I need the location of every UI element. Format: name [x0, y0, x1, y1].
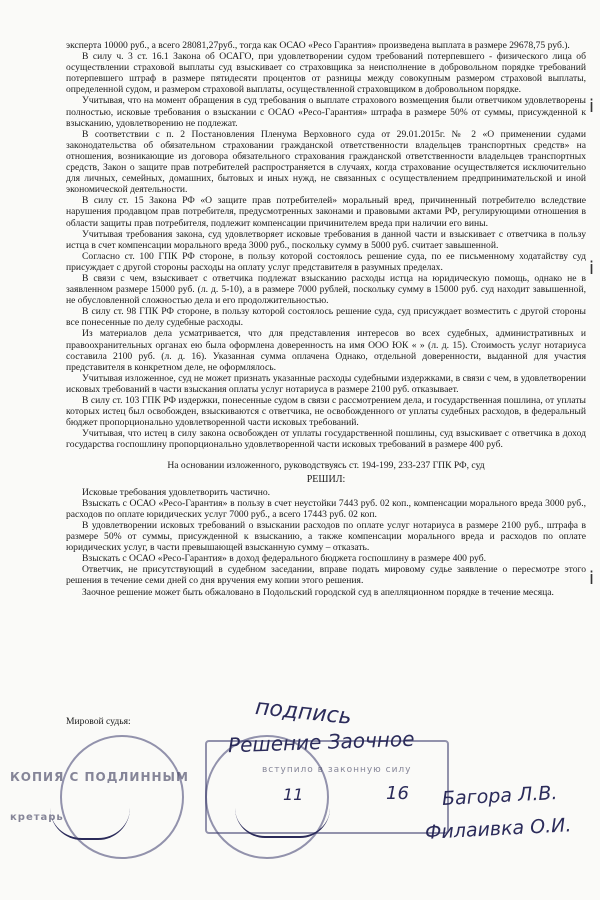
margin-mark-3: ⅰ	[588, 568, 594, 589]
motivation-paragraph: Учитывая, что на момент обращения в суд требования о выплате страхового возмещения были ответчиком удовлетворены полностью, исковые требования о взыскании с ОСАО «Ресо-Гарантия» штрафа в размере 50% от суммы, присужденной к взысканию, удовлетворению не подлежат.	[66, 95, 586, 129]
margin-mark-1: ⅰ	[588, 96, 594, 117]
document-body	[66, 40, 586, 598]
motivation-paragraph: Учитывая требования закона, суд удовлетворяет исковые требования в данной части и взыскивает с ответчика в пользу истца в счет компенсации морального вреда 3000 руб., поскольку сумму в 5000 руб. считает завышенной.	[66, 228, 586, 251]
motivation-paragraph: Согласно ст. 100 ГПК РФ стороне, в пользу которой состоялось решение суда, по ее письменному ходатайству суд присуждает с другой стороны расходы на оплату услуг представителя в разумных пределах.	[66, 250, 586, 273]
motivation-paragraph: В соответствии с п. 2 Постановления Пленума Верховного суда от 29.01.2015г. № 2 «О применении судами законодательства об обязательном страховании гражданской ответственности владельцев транспортных средств» на отношения, возникающие из договора обязательного страхования гражданской ответственности владельцев транспортных средств, Закон о защите прав потребителей распространяется в случаях, когда страхование осуществляется исключительно для личных, семейных, домашних, бытовых и иных нужд, не связанных с осуществлением предпринимательской и иной экономической деятельности.	[66, 128, 586, 196]
round-seal-left	[60, 735, 184, 859]
motivation-paragraph: В силу ч. 3 ст. 16.1 Закона об ОСАГО, при удовлетворении судом требований потерпевшего - физического лица об осуществлении страховой выплаты суд взыскивает со страховщика за неисполнение в добровольном порядке требований потерпевшего штраф в размере пятидесяти процентов от разницы между совокупным размером страховой выплаты, определенной судом, и размером страховой выплаты, осуществленной страховщиком в добровольном порядке.	[66, 51, 586, 96]
motivation-paragraph: Учитывая изложенное, суд не может признать указанные расходы судебными издержками, в связи с чем, в удовлетворении исковых требований в части взыскания оплаты услуг нотариуса в размере 2100 руб. отказывает.	[66, 372, 586, 395]
motivation-paragraph	[66, 450, 586, 460]
handwritten-date: 11	[283, 785, 304, 804]
margin-mark-2: ⅰ	[588, 258, 594, 279]
motivation-paragraph: Учитывая, что истец в силу закона освобожден от уплаты государственной пошлины, суд взыскивает с ответчика в доход государства госпошлину пропорционально удовлетворенной части исковых требований в размере 400 руб.	[66, 428, 586, 451]
motivation-paragraph: В связи с чем, взыскивает с ответчика подлежат взысканию расходы истца на юридическую помощь, однако не в заявленном размере 15000 руб. (л. д. 5-10), а в размере 7000 рублей, поскольку сумму в 15000 руб. суд находит завышенной, не обусловленной сложностью дела и его продолжительностью.	[66, 272, 586, 307]
motivation-paragraph: На основании изложенного, руководствуясь ст. 194-199, 233-237 ГПК РФ, суд	[167, 460, 485, 472]
resolution-paragraph: Ответчик, не присутствующий в судебном заседании, вправе подать мировому судье заявление о пересмотре этого решения в течение семи дней со дня вручения ему копии этого решения.	[66, 564, 586, 587]
motivation-paragraph: В силу ст. 103 ГПК РФ издержки, понесенные судом в связи с рассмотрением дела, и государственная пошлина, от уплаты которых истец был освобожден, взыскиваются с ответчика, не освобожденного от уплаты судебных расходов, в федеральный бюджет пропорционально удовлетворенной части исковых требований.	[66, 395, 586, 429]
handwritten-name-1: Багора Л.В.	[441, 781, 558, 811]
resolution-paragraph: В удовлетворении исковых требований о взыскании расходов по оплате услуг нотариуса в размере 2100 руб., штрафа в размере 50% от суммы, присужденной к взысканию, а также компенсации морального вреда и расходов по оплате юридических услуг, в части превышающей взысканную сумму – отказать.	[66, 519, 586, 554]
stamp-copy-label: КОПИЯ С ПОДЛИННЫМ	[10, 770, 189, 784]
handwritten-resolution: Решение Заочное	[227, 726, 415, 758]
motivation-section	[66, 40, 586, 472]
resolution-paragraph: Взыскать с ОСАО «Ресо-Гарантия» в пользу в счет неустойки 7443 руб. 02 коп., компенсации морального вреда 3000 руб., расходов по оплате юридических услуг 7000 руб., а всего 17443 руб. 02 коп.	[66, 497, 586, 520]
decision-title: РЕШИЛ:	[306, 473, 346, 485]
resolution-paragraph: Исковые требования удовлетворить частично.	[82, 486, 271, 498]
handwritten-year: 16	[386, 783, 409, 804]
motivation-paragraph: В силу ст. 15 Закона РФ «О защите прав потребителей» моральный вред, причиненный потребителю вследствие нарушения продавцом прав потребителя, предусмотренных законами и правовыми актами РФ, регулирующими отношения в области защиты прав потребителя, подлежит компенсации причинителем вреда при наличии его вины.	[66, 195, 586, 229]
stamp-force-label: вступило в законную силу	[262, 765, 412, 775]
motivation-paragraph: В силу ст. 98 ГПК РФ стороне, в пользу которой состоялось решение суда, суд присуждает возместить с другой стороны все понесенные по делу судебные расходы.	[66, 306, 586, 329]
stamp-secretary-label: кретарь	[10, 812, 64, 823]
resolution-paragraph: Взыскать с ОСАО «Ресо-Гарантия» в доход федерального бюджета госпошлину в размере 400 руб.	[82, 553, 486, 565]
resolution-section	[66, 487, 586, 598]
judge-signature-label: Мировой судья:	[66, 716, 131, 727]
handwritten-name-2: Филаивка О.И.	[424, 814, 572, 844]
handwritten-signature: подпись	[253, 695, 353, 730]
motivation-paragraph: Из материалов дела усматривается, что для представления интересов во всех судебных, административных и правоохранительных органах ею была оформлена доверенность на имя ООО ЮК « » (л. д. 15). Стоимость услуг нотариуса составила 2100 руб. (л. д. 16). Указанная сумма оплачена Однако, отдельной доверенности, выданной для участия представителя в конкретном деле, не оформлялось.	[66, 328, 586, 373]
resolution-paragraph: Заочное решение может быть обжаловано в Подольский городской суд в апелляционном порядке в течение месяца.	[82, 586, 554, 598]
signature-scribble-middle	[235, 808, 330, 838]
motivation-paragraph: эксперта 10000 руб., а всего 28081,27руб., тогда как ОСАО «Ресо Гарантия» произведена выплата в размере 29678,75 руб.).	[66, 40, 570, 51]
